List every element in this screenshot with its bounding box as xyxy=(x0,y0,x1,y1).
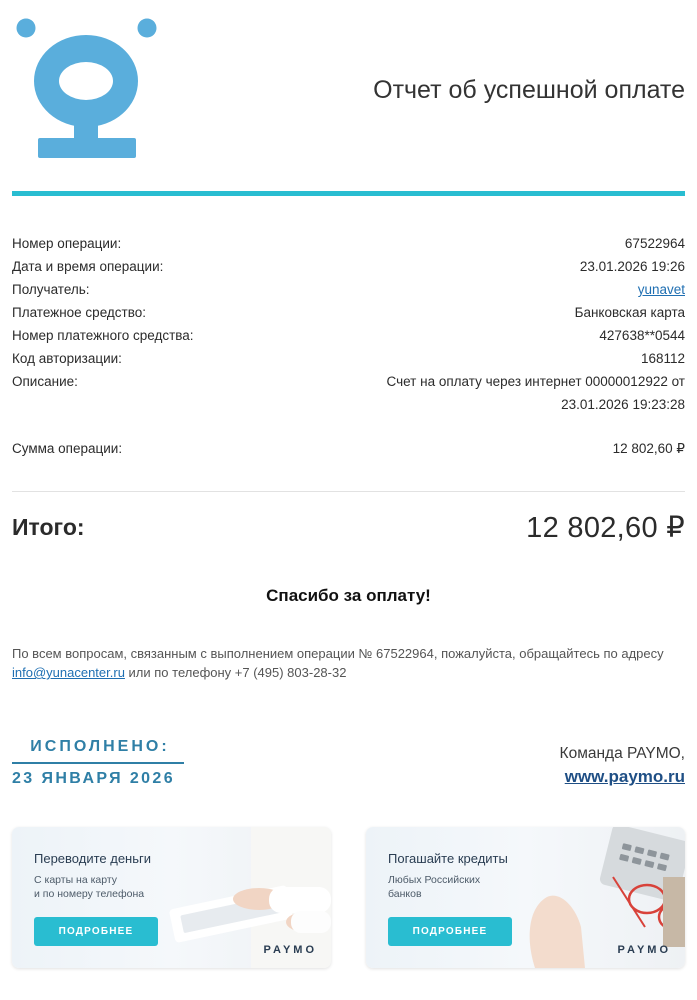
detail-label: Номер операции: xyxy=(12,236,122,251)
detail-label: Сумма операции: xyxy=(12,441,123,456)
details-button[interactable]: ПОДРОБНЕЕ xyxy=(34,917,158,946)
page-title: Отчет об успешной оплате xyxy=(373,76,685,104)
stamp-date: 23 ЯНВАРЯ 2026 xyxy=(12,770,176,787)
header-divider xyxy=(12,191,685,196)
team-signature xyxy=(560,743,685,789)
total-divider xyxy=(12,491,685,492)
contact-text-phone: или по телефону +7 (495) 803-28-32 xyxy=(124,665,347,680)
detail-value: Банковская карта xyxy=(574,305,685,320)
detail-row-auth-code xyxy=(12,347,685,370)
thanks-message: Спасибо за оплату! xyxy=(266,586,431,605)
detail-value: 168112 xyxy=(640,351,685,366)
total-value: 12 802,60 ₽ xyxy=(526,512,685,544)
detail-row-datetime xyxy=(12,255,685,278)
stamp-divider xyxy=(12,762,184,764)
total-label: Итого: xyxy=(12,514,85,540)
total-row xyxy=(12,510,685,545)
operation-details xyxy=(12,232,685,460)
detail-label: Дата и время операции: xyxy=(12,259,164,274)
paymo-logo: PAYMO xyxy=(617,944,671,956)
recipient-link[interactable]: yunavet xyxy=(637,282,685,297)
banner-title: Погашайте кредиты xyxy=(388,851,508,866)
banner-subtitle-line: С карты на карту xyxy=(34,874,118,886)
detail-row-sum xyxy=(12,437,685,460)
detail-label: Получатель: xyxy=(12,282,90,297)
promo-banner-transfer[interactable] xyxy=(12,827,331,968)
detail-row-card-number xyxy=(12,324,685,347)
stamp-status: ИСПОЛНЕНО: xyxy=(30,738,170,755)
detail-label: Код авторизации: xyxy=(12,351,122,366)
description-line: 23.01.2026 19:23:28 xyxy=(561,397,685,412)
detail-label: Описание: xyxy=(12,374,78,389)
banner-subtitle-line: и по номеру телефона xyxy=(34,888,145,900)
contact-info xyxy=(12,644,679,682)
detail-value: 67522964 xyxy=(624,236,685,251)
banner-subtitle-line: банков xyxy=(388,888,422,900)
promo-banner-credits[interactable] xyxy=(366,827,685,968)
banner-subtitle xyxy=(34,873,184,901)
contact-text: По всем вопросам, связанным с выполнением операции № 67522964, пожалуйста, обращайтесь по адресу xyxy=(12,646,664,661)
banner-title: Переводите деньги xyxy=(34,851,152,866)
details-button[interactable]: ПОДРОБНЕЕ xyxy=(388,917,512,946)
detail-value: 427638**0544 xyxy=(599,328,685,343)
sum-value: 12 802,60 ₽ xyxy=(612,441,685,456)
completed-stamp xyxy=(12,738,184,788)
description-value xyxy=(386,370,685,416)
yuna-logo-icon xyxy=(14,18,164,163)
banner-subtitle-line: Любых Российских xyxy=(388,874,481,886)
team-name: Команда PAYMO, xyxy=(559,745,685,762)
detail-value: 23.01.2026 19:26 xyxy=(579,259,685,274)
detail-row-payment-method xyxy=(12,301,685,324)
paymo-site-link[interactable]: www.paymo.ru xyxy=(564,767,685,786)
detail-row-operation-number xyxy=(12,232,685,255)
paymo-logo: PAYMO xyxy=(263,944,317,956)
banner-subtitle xyxy=(388,873,538,901)
detail-row-recipient xyxy=(12,278,685,301)
detail-label: Номер платежного средства: xyxy=(12,328,194,343)
description-line: Счет на оплату через интернет 00000012922 от xyxy=(386,374,685,389)
detail-label: Платежное средство: xyxy=(12,305,146,320)
detail-row-description xyxy=(12,370,685,416)
support-email-link[interactable]: info@yunacenter.ru xyxy=(12,665,125,680)
